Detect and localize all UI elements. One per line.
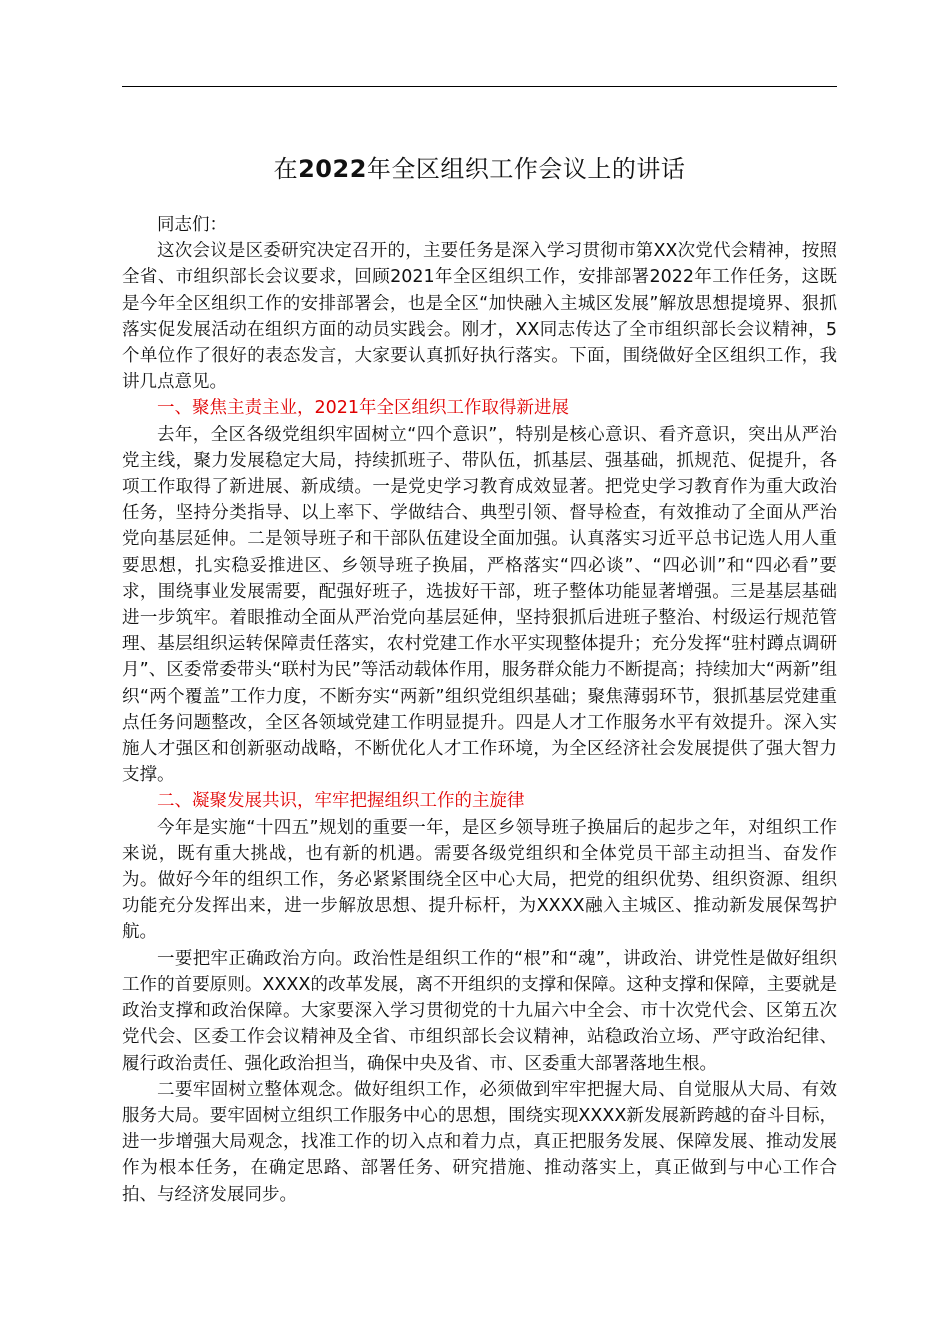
paragraph-section-2-intro: 今年是实施“十四五”规划的重要一年，是区乡领导班子换届后的起步之年，对组织工作来说，既有重大挑战，也有新的机遇。需要各级党组织和全体党员干部主动担当、奋发作为。做好今年的组织工作，务必紧紧围绕全区中心大局，把党的组织优势、组织资源、组织功能充分发挥出来，进一步解放思想、提升标杆，为XXXX融入主城区、推动新发展保驾护航。 xyxy=(122,817,837,943)
title-year: 2022 xyxy=(298,155,367,183)
document-title xyxy=(122,150,837,188)
paragraph-point-1: 一要把牢正确政治方向。政治性是组织工作的“根”和“魂”，讲政治、讲党性是做好组织工作的首要原则。XXXX的改革发展，离不开组织的支撑和保障。这种支撑和保障，主要就是政治支撑和政治保障。大家要深入学习贯彻党的十九届六中全会、市十次党代会、区第五次党代会、区委工作会议精神及全省、市组织部长会议精神，站稳政治立场、严守政治纪律、履行政治责任、强化政治担当，确保中央及省、市、区委重大部署落地生根。 xyxy=(122,948,837,1074)
section-heading-1: 一、聚焦主责主业，2021年全区组织工作取得新进展 xyxy=(157,398,570,419)
greeting: 同志们： xyxy=(157,215,227,235)
section-heading-2: 二、凝聚发展共识，牢牢把握组织工作的主旋律 xyxy=(157,791,525,812)
document-body xyxy=(122,212,837,1208)
paragraph-point-2: 二要牢固树立整体观念。做好组织工作，必须做到牢牢把握大局、自觉服从大局、有效服务大局。要牢固树立组织工作服务中心的思想，围绕实现XXXX新发展新跨越的奋斗目标，进一步增强大局观念，找准工作的切入点和着力点，真正把服务发展、保障发展、推动发展作为根本任务，在确定思路、部署任务、研究措施、推动落实上，真正做到与中心工作合拍、与经济发展同步。 xyxy=(122,1079,837,1205)
paragraph-section-1: 去年，全区各级党组织牢固树立“四个意识”，特别是核心意识、看齐意识，突出从严治党主线，聚力发展稳定大局，持续抓班子、带队伍，抓基层、强基础，抓规范、促提升，各项工作取得了新进展、新成绩。一是党史学习教育成效显著。把党史学习教育作为重大政治任务，坚持分类指导、以上率下、学做结合、典型引领、督导检查，有效推动了全面从严治党向基层延伸。二是领导班子和干部队伍建设全面加强。认真落实习近平总书记选人用人重要思想，扎实稳妥推进区、乡领导班子换届，严格落实“四必谈”、“四必训”和“四必看”要求，围绕事业发展需要，配强好班子，选拔好干部，班子整体功能显著增强。三是基层基础进一步筑牢。着眼推动全面从严治党向基层延伸，坚持狠抓后进班子整治、村级运行规范管理、基层组织运转保障责任落实，农村党建工作水平实现整体提升；充分发挥“驻村蹲点调研月”、区委常委带头“联村为民”等活动载体作用，服务群众能力不断提高；持续加大“两新”组织“两个覆盖”工作力度，不断夯实“两新”组织党组织基础；聚焦薄弱环节，狠抓基层党建重点任务问题整改，全区各领域党建工作明显提升。四是人才工作服务水平有效提升。深入实施人才强区和创新驱动战略，不断优化人才工作环境，为全区经济社会发展提供了强大智力支撑。 xyxy=(122,424,837,786)
paragraph-intro: 这次会议是区委研究决定召开的，主要任务是深入学习贯彻市第XX次党代会精神，按照全省、市组织部长会议要求，回顾2021年全区组织工作，安排部署2022年工作任务，这既是今年全区组织工作的安排部署会，也是全区“加快融入主城区发展”解放思想提境界、狠抓落实促发展活动在组织方面的动员实践会。刚才，XX同志传达了全市组织部长会议精神，5个单位作了很好的表态发言，大家要认真抓好执行落实。下面，围绕做好全区组织工作，我讲几点意见。 xyxy=(122,241,837,393)
header-rule xyxy=(122,86,837,87)
title-suffix: 年全区组织工作会议上的讲话 xyxy=(366,155,686,183)
title-prefix: 在 xyxy=(273,155,299,183)
